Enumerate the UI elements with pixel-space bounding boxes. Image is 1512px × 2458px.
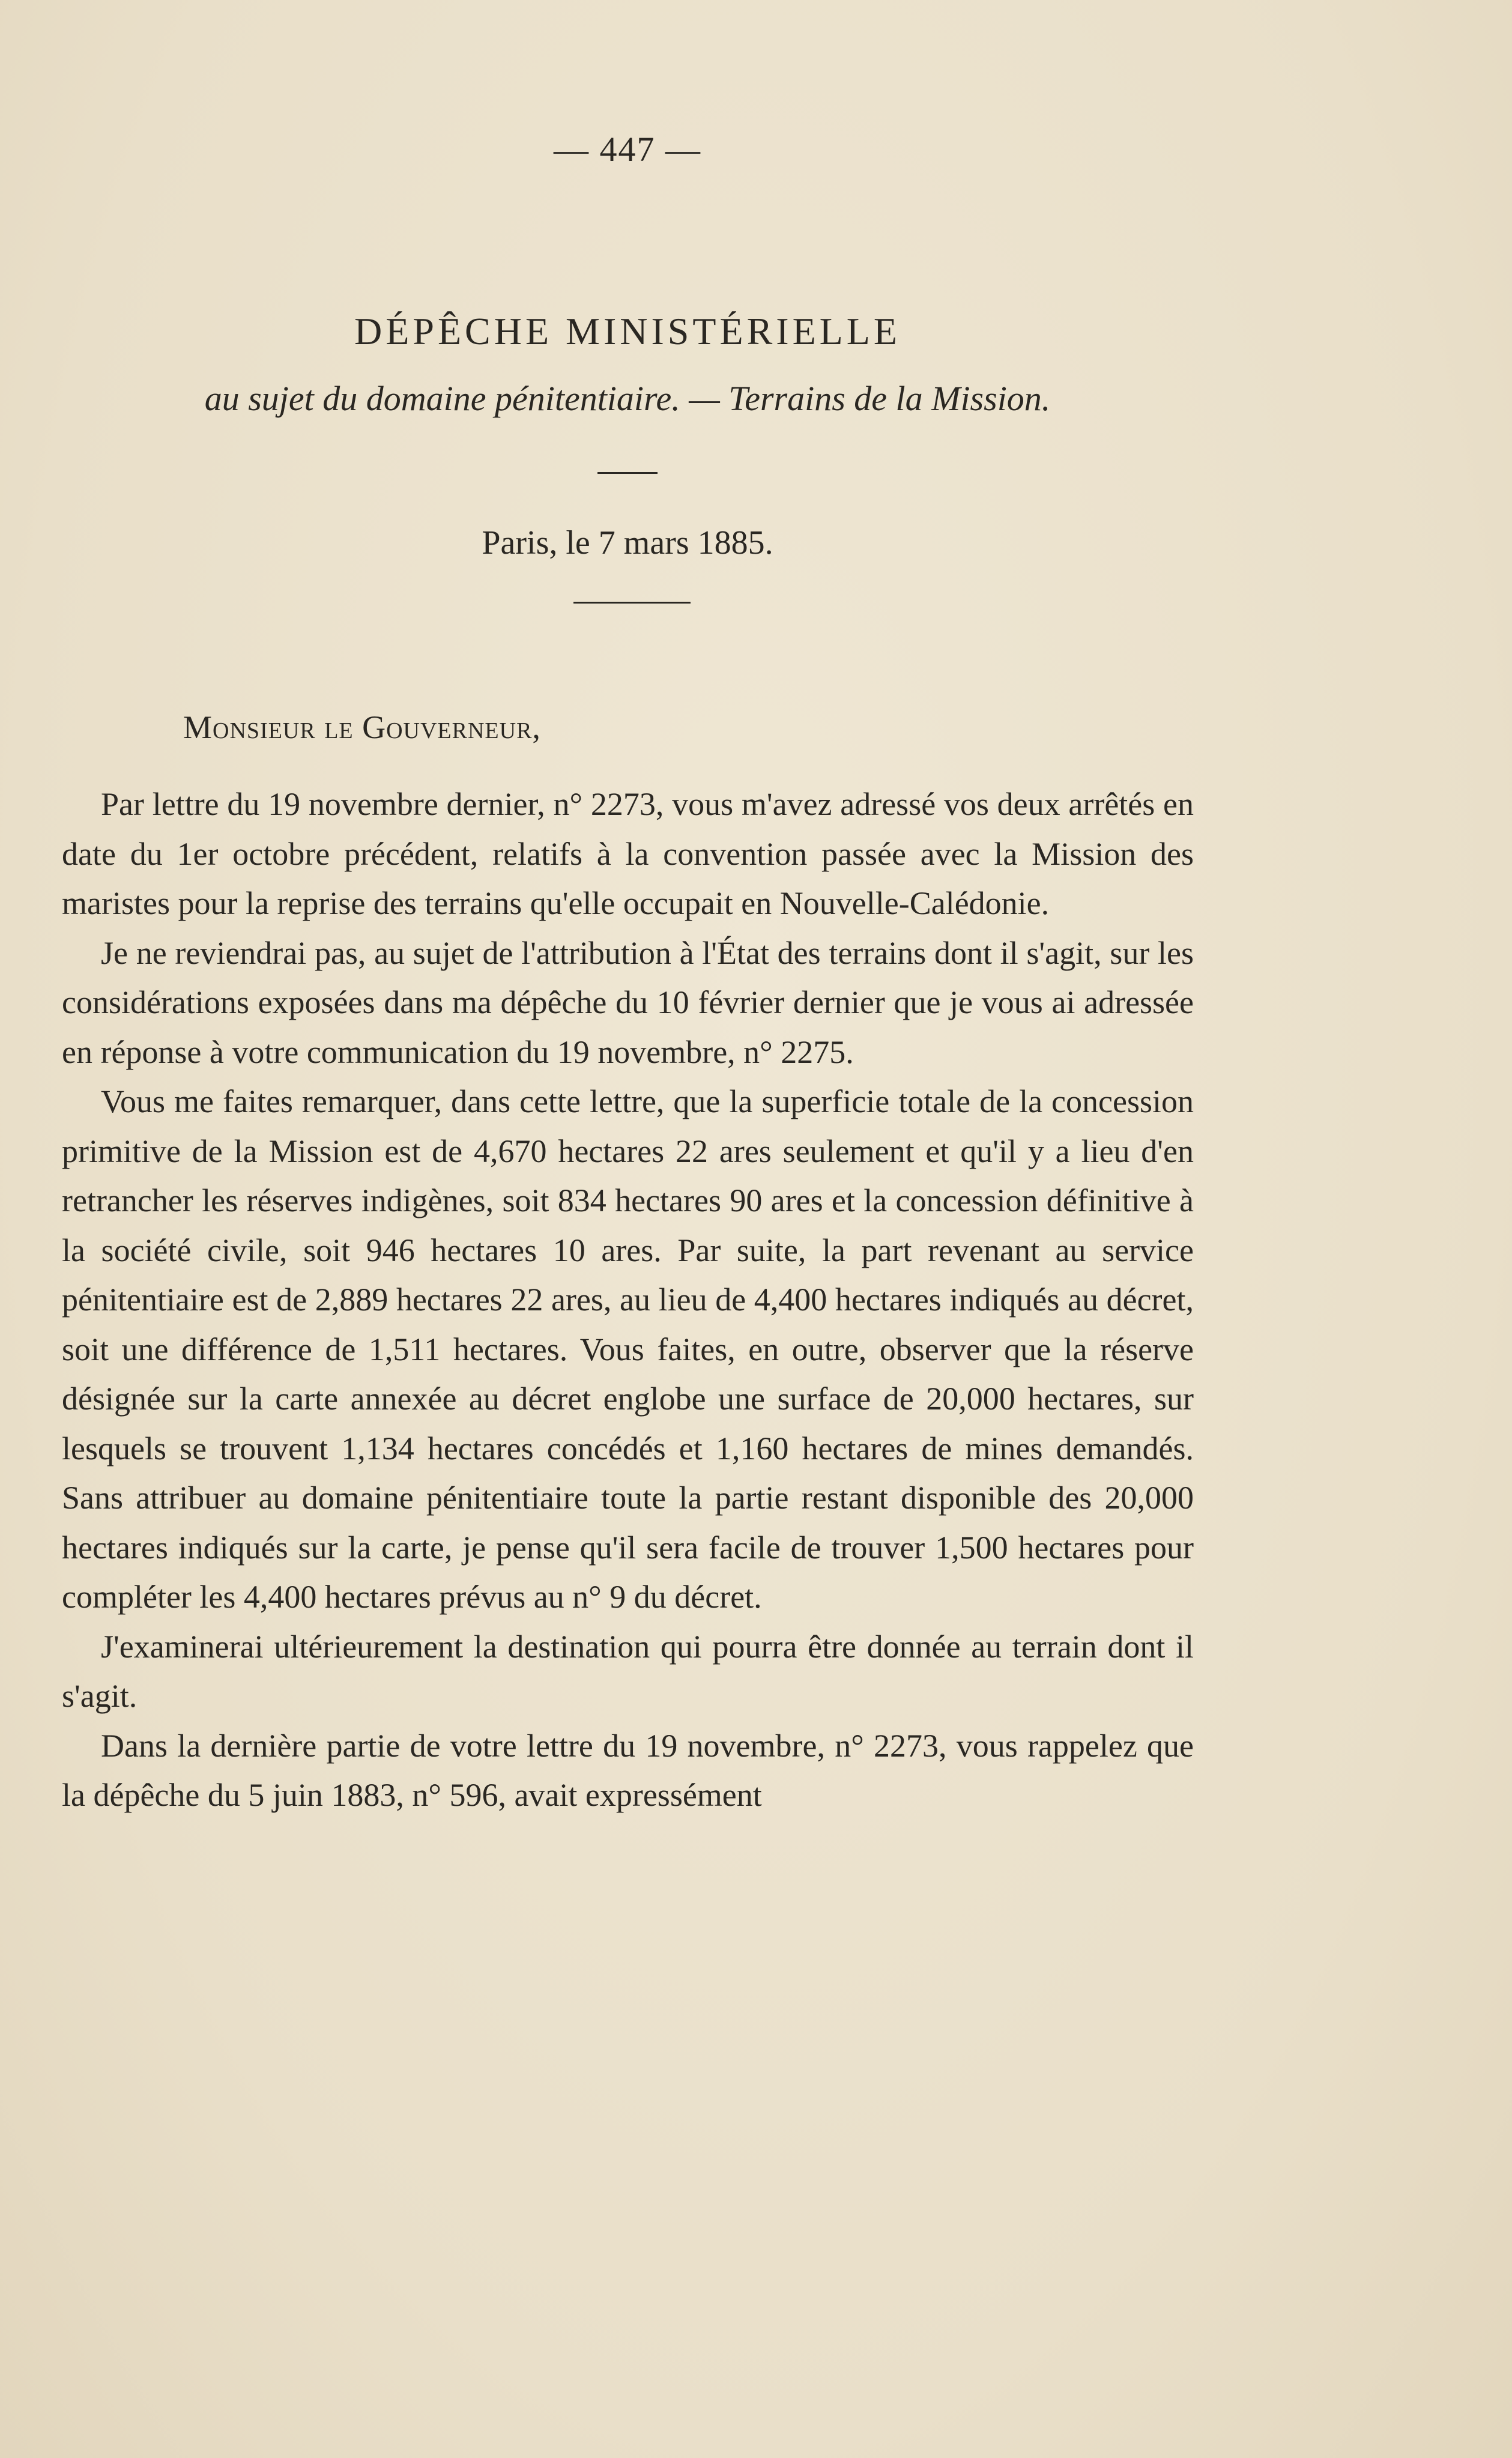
letter-body bbox=[62, 779, 1194, 1820]
salutation: Monsieur le Gouverneur, bbox=[183, 709, 541, 745]
separator-rule bbox=[573, 602, 691, 604]
paragraph: Vous me faites remarquer, dans cette lettre, que la superficie totale de la concession primitive de la Mission est de 4,670 hectares 22 ares seulement et qu'il y a lieu d'en retrancher les réserves indigènes, soit 834 hectares 90 ares et la concession définitive à la société civile, soit 946 hectares 10 ares. Par suite, la part revenant au service pénitentiaire est de 2,889 hectares 22 ares, au lieu de 4,400 hectares indiqués au décret, soit une différence de 1,511 hectares. Vous faites, en outre, observer que la réserve désignée sur la carte annexée au décret englobe une surface de 20,000 hectares, sur lesquels se trouvent 1,134 hectares concédés et 1,160 hectares de mines demandés. Sans attribuer au domaine pénitentiaire toute la partie restant disponible des 20,000 hectares indiqués sur la carte, je pense qu'il sera facile de trouver 1,500 hectares pour compléter les 4,400 hectares prévus au n° 9 du décret. bbox=[62, 1083, 1194, 1615]
document-subtitle: au sujet du domaine pénitentiaire. — Terrains de la Mission. bbox=[204, 379, 1051, 418]
paragraph: Dans la dernière partie de votre lettre du 19 novembre, n° 2273, vous rappelez que la dépêche du 5 juin 1883, n° 596, avait expressément bbox=[62, 1727, 1194, 1813]
page-number: — 447 — bbox=[554, 130, 701, 169]
paragraph: Par lettre du 19 novembre dernier, n° 2273, vous m'avez adressé vos deux arrêtés en date du 1er octobre précédent, relatifs à la convention passée avec la Mission des maristes pour la reprise des terrains qu'elle occupait en Nouvelle-Calédonie. bbox=[62, 786, 1194, 921]
paragraph: Je ne reviendrai pas, au sujet de l'attribution à l'État des terrains dont il s'agit, sur les considérations exposées dans ma dépêche du 10 février dernier que je vous ai adressée en réponse à votre communication du 19 novembre, n° 2275. bbox=[62, 934, 1194, 1070]
paragraph: J'examinerai ultérieurement la destination qui pourra être donnée au terrain dont il s'agit. bbox=[62, 1628, 1194, 1714]
separator-rule bbox=[597, 472, 658, 474]
dateline: Paris, le 7 mars 1885. bbox=[482, 524, 773, 562]
document-title: DÉPÊCHE MINISTÉRIELLE bbox=[354, 310, 901, 353]
